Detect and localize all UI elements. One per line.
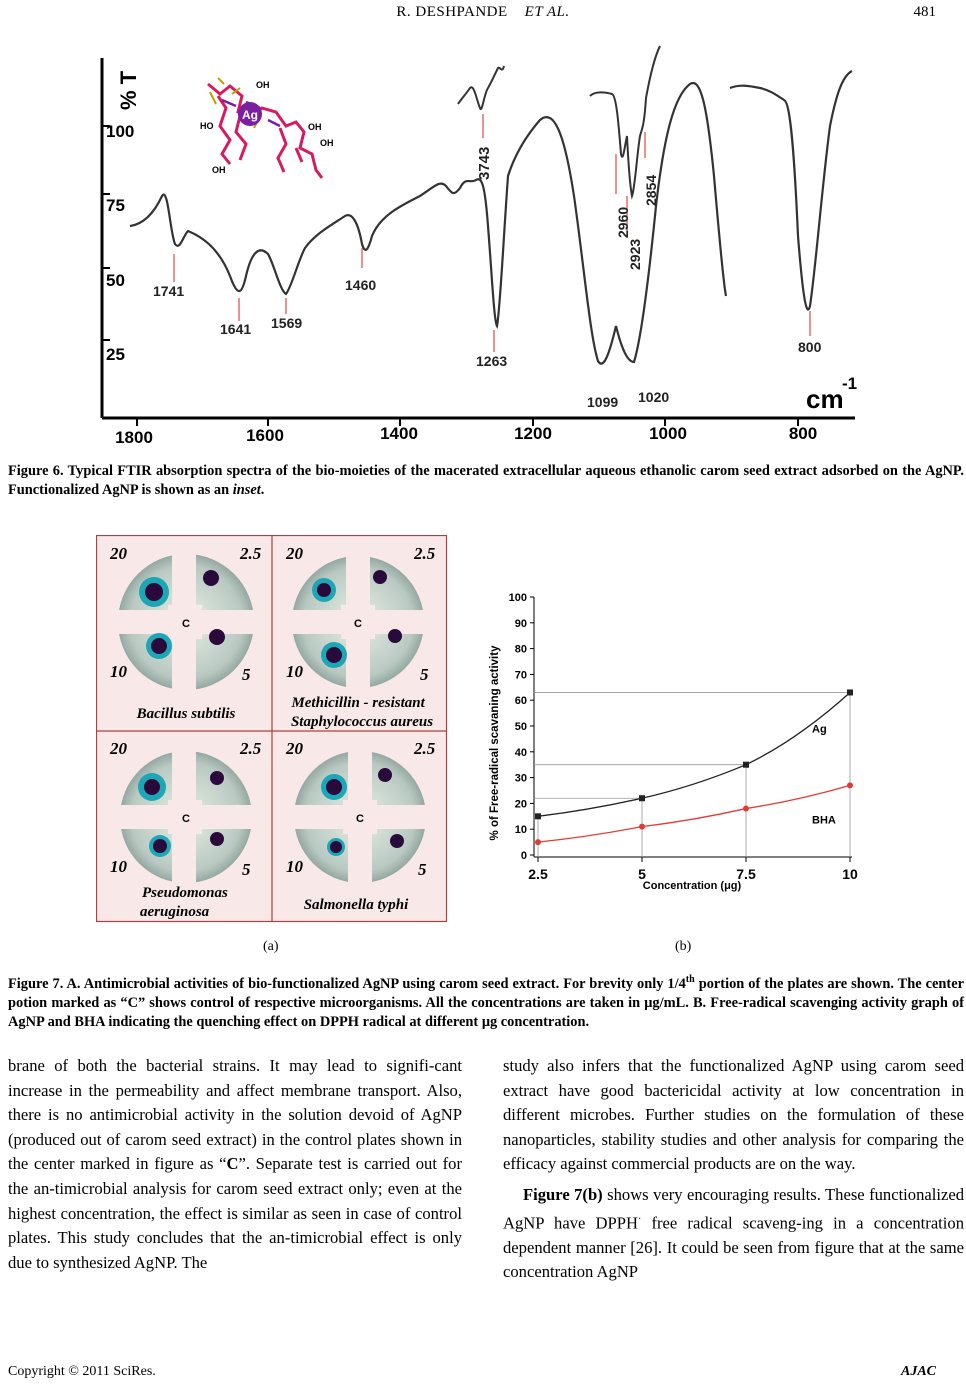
figure7-caption (8, 970, 964, 1032)
figure6-caption-text: Figure 6. Typical FTIR absorption spectra of the bio-moieties of the macerated extracellular aqueous ethanolic carom seed extract adsorbed on the AgNP. Functionalized AgNP is shown as an (8, 463, 964, 498)
chart-point-ag (743, 762, 749, 768)
ftir-xtick: 1400 (380, 424, 418, 443)
chart-point-bha (847, 782, 853, 788)
header-et-al: ET AL. (524, 4, 570, 20)
chart-x-tick-label: 2.5 (528, 866, 548, 882)
plate-conc-label: 10 (110, 857, 127, 876)
page-number: 481 (913, 4, 936, 20)
body-text: study also infers that the functionalized AgNP using carom seed extract have good bactericidal activity at low concentration in different microbes. Further studies on the formulation of these nanoparticles, stability studies and other analysis for comparing the efficacy against commercial products are on the way. (503, 1056, 964, 1174)
body-column-left (8, 1054, 462, 1275)
ftir-xunit-exp: -1 (842, 374, 858, 393)
ftir-ytick: 100 (106, 122, 135, 141)
figure7b-sublabel: (b) (675, 939, 692, 954)
inset-oh-label: OH (212, 165, 226, 175)
ftir-peak-label: 3743 (476, 146, 493, 180)
plate-conc-label: 5 (242, 860, 251, 879)
chart-point-ag (535, 813, 541, 819)
plate-conc-label: 20 (110, 544, 127, 563)
ftir-xtick: 1800 (115, 428, 153, 447)
body-text-sup: · (637, 1213, 642, 1225)
organism-name-line: aeruginosa (140, 904, 210, 920)
figure6-caption-italic: inset (232, 482, 261, 498)
functionalized-agnp-inset (200, 78, 334, 178)
ag-oxidation-sup: 0 (258, 101, 262, 108)
chart-y-tick-label: 20 (514, 798, 527, 811)
figure7a-sublabel: (a) (263, 939, 279, 954)
chart-y-tick-label: 10 (514, 824, 527, 837)
figure7-caption-sup: th (685, 974, 695, 985)
plate-conc-label: 2.5 (240, 739, 262, 758)
ftir-spectrum-figure (90, 36, 870, 450)
plate-conc-label: 5 (242, 665, 251, 684)
ftir-peak-label: 1569 (271, 315, 303, 331)
plate-conc-label: 5 (418, 860, 427, 879)
ftir-peak-label: 1263 (476, 353, 508, 369)
chart-y-tick-label: 30 (514, 772, 527, 785)
chart-point-ag (847, 689, 853, 695)
figure6-caption (8, 462, 964, 500)
plate-conc-label: 2.5 (414, 739, 436, 758)
ftir-peak-label: 2923 (627, 238, 643, 270)
inset-ho-label: HO (200, 121, 214, 131)
chart-y-tick-label: 70 (514, 669, 527, 682)
chart-series-label: BHA (812, 814, 836, 827)
plate-conc-label: 5 (420, 665, 429, 684)
ftir-peak-label: 2854 (643, 174, 659, 206)
ftir-ytick: 50 (106, 271, 125, 290)
dpph-scavenging-chart (482, 583, 866, 895)
chart-y-tick-label: 0 (520, 850, 527, 862)
chart-x-tick-label: 10 (842, 866, 858, 882)
ftir-xtick: 800 (788, 424, 818, 443)
figure7-caption-text: Figure 7. A. Antimicrobial activities of bio-functionalized AgNP using carom seed extract. For brevity only 1/4 (8, 975, 686, 992)
plate-conc-label: 2.5 (240, 544, 262, 563)
running-title (0, 4, 966, 21)
ftir-ytick: 25 (106, 345, 125, 364)
figure7-caption-rest: portion of the plates are shown. The center potion marked as “C” shows control of respective microorganisms. All the concentrations are taken in μg/mL. B. Free-radical scavenging activity graph of AgNP and BHA indicating the quenching effect on DPPH radical at different μg concentration. (8, 975, 964, 1030)
ftir-ylabel: % T (116, 70, 141, 110)
chart-xlabel: Concentration (μg) (642, 880, 742, 892)
antimicrobial-plates-figure (96, 535, 448, 925)
ftir-xtick: 1600 (246, 426, 284, 445)
ftir-peak-label: 1460 (345, 277, 377, 293)
inset-oh-label: OH (256, 80, 270, 90)
organism-name-line: Staphylococcus aureus (290, 714, 434, 730)
ftir-xtick: 1200 (514, 424, 552, 443)
ftir-peak-label: 1741 (153, 283, 185, 299)
chart-x-tick-label: 5 (638, 866, 646, 882)
ftir-peak-label: 2960 (615, 206, 631, 238)
organism-name-line: Pseudomonas (142, 885, 228, 901)
ftir-spectrum-ch-line (590, 46, 660, 196)
ftir-peak-label: 1099 (587, 394, 619, 410)
body-text-bold: Figure 7(b) (523, 1184, 603, 1204)
ag-label: Ag (242, 108, 258, 122)
chart-point-bha (535, 839, 541, 845)
chart-y-tick-label: 90 (514, 617, 527, 630)
plate-control-label: C (354, 618, 362, 630)
chart-y-tick-label: 100 (508, 592, 527, 604)
chart-point-bha (743, 806, 749, 812)
footer-copyright: Copyright © 2011 SciRes. (8, 1364, 156, 1379)
plate-control-label: C (356, 813, 364, 825)
ftir-xtick: 1000 (649, 424, 687, 443)
inset-oh-label: OH (320, 138, 334, 148)
footer-journal: AJAC (900, 1364, 936, 1379)
chart-series-label: Ag (812, 723, 827, 736)
organism-name: Salmonella typhi (303, 897, 409, 913)
chart-body (509, 592, 858, 882)
inset-oh-label: OH (308, 122, 322, 132)
plate-control-label: C (182, 813, 190, 825)
ftir-spectrum-upper-line (458, 66, 504, 109)
ftir-spectrum-right-line (730, 71, 852, 310)
ftir-ytick: 75 (106, 196, 125, 215)
chart-series-line-bha (538, 785, 850, 842)
chart-y-tick-label: 50 (514, 721, 527, 733)
chart-ylabel: % of Free-radical scavaning activity (489, 645, 501, 841)
body-text-bold: C (226, 1154, 239, 1174)
plate-conc-label: 20 (286, 544, 303, 563)
body-text: brane of both the bacterial strains. It may lead to signifi-cant increase in the permeability and affect membrane transport. Also, there is no antimicrobial activity in the solution devoid of AgNP (produced out of carom seed extract) in the control plates shown in the center marked in figure as “ (8, 1056, 462, 1174)
figure6-caption-end: . (260, 482, 265, 498)
body-text: shows very encouraging results. These functionalized AgNP have DPPH (503, 1184, 964, 1233)
body-text: free radical scaveng-ing in a concentration dependent manner [26]. It could be seen from figure that at the same concentration AgNP (503, 1213, 964, 1282)
ftir-peak-label: 800 (798, 339, 822, 355)
ftir-peak-label: 1020 (638, 389, 670, 405)
header-author: R. DESHPANDE (396, 4, 508, 20)
plate-conc-label: 20 (110, 739, 127, 758)
organism-name: Bacillus subtilis (136, 706, 236, 722)
ftir-xunit: cm (806, 384, 844, 414)
plate-conc-label: 10 (110, 662, 127, 681)
body-text: ”. Separate test is carried out for the an-timicrobial analysis for carom seed extract only; even at the highest concentration, the effect is similar as seen in case of control plates. This study concludes that the an-timicrobial effect is only due to synthesized AgNP. The (8, 1154, 462, 1272)
chart-x-tick-label: 7.5 (736, 866, 756, 882)
plate-conc-label: 10 (286, 662, 303, 681)
organism-name-line: Methicillin - resistant (291, 695, 425, 711)
chart-y-tick-label: 60 (514, 695, 527, 708)
body-column-right (503, 1054, 964, 1285)
chart-y-tick-label: 40 (514, 746, 527, 759)
chart-y-tick-label: 80 (514, 643, 527, 656)
plate-conc-label: 2.5 (414, 544, 436, 563)
plate-conc-label: 10 (286, 857, 303, 876)
plate-conc-label: 20 (286, 739, 303, 758)
ftir-peak-label: 1641 (220, 321, 252, 337)
chart-point-ag (639, 795, 645, 801)
chart-point-bha (639, 824, 645, 830)
plate-control-label: C (182, 618, 190, 630)
